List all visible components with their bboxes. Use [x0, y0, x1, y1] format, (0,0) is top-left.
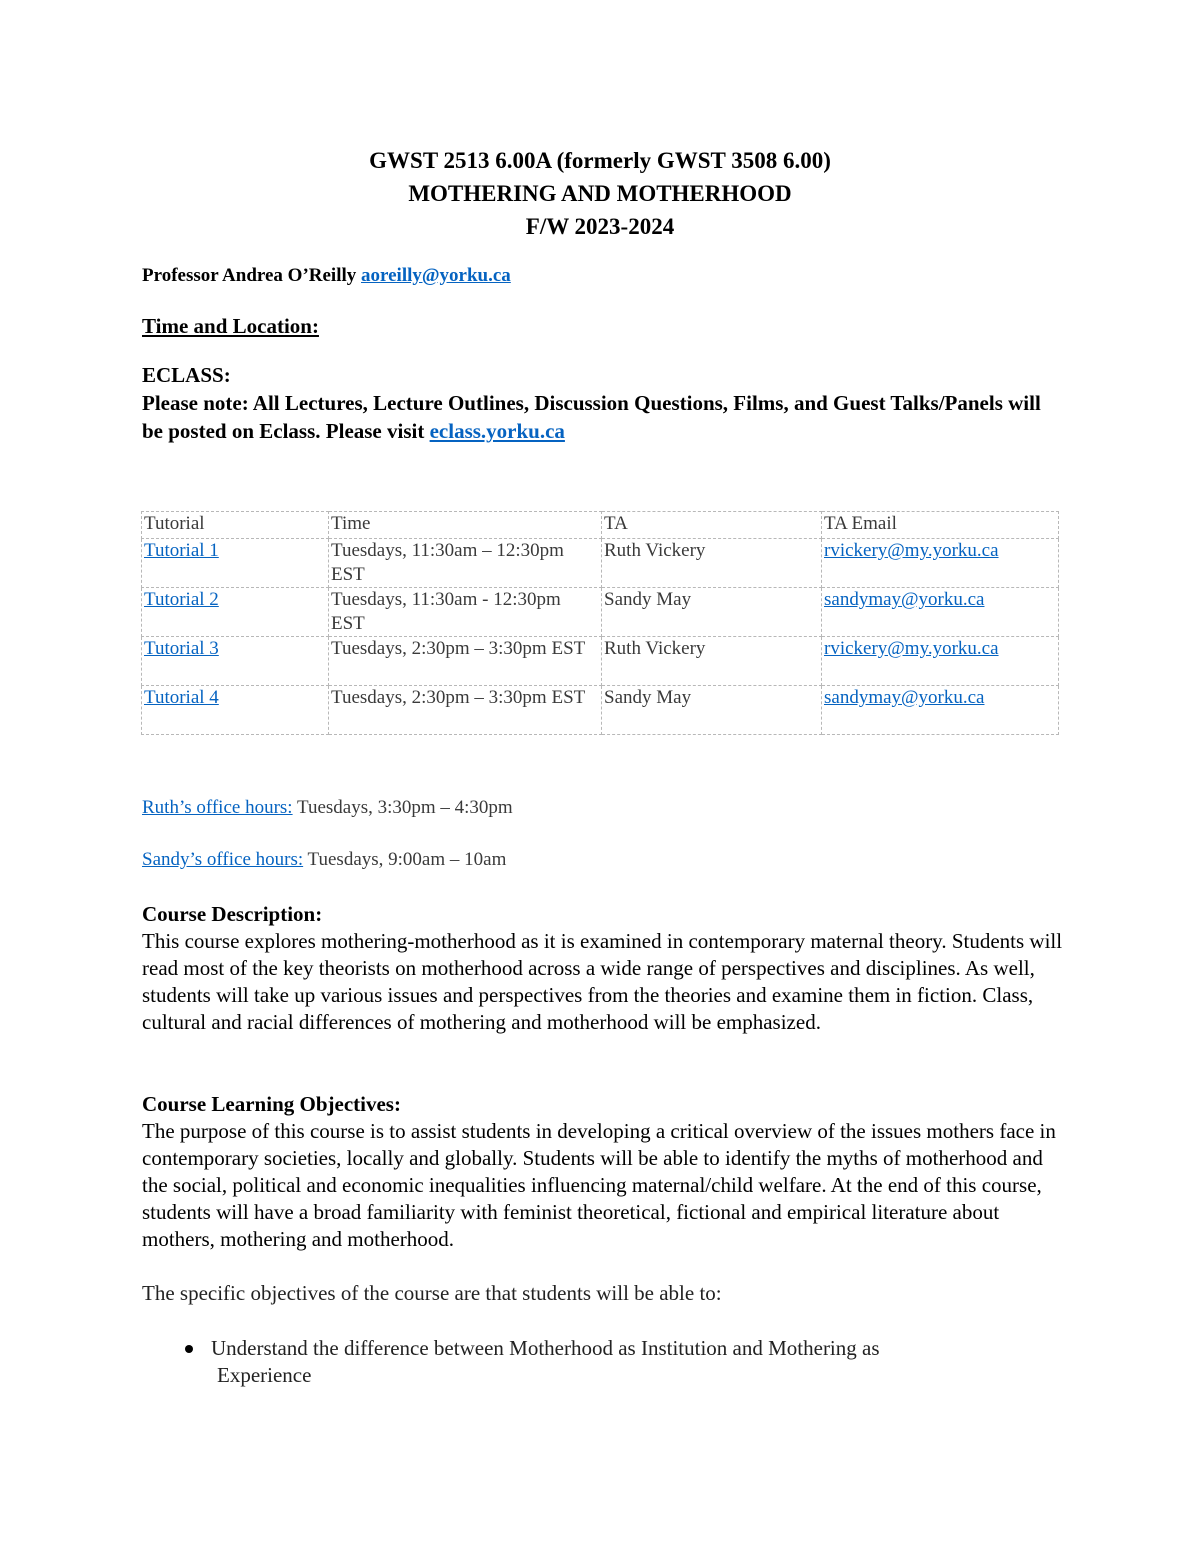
table-row — [142, 686, 1059, 735]
eclass-heading: ECLASS: — [142, 363, 231, 387]
tutorial-ta: Ruth Vickery — [602, 637, 822, 686]
specific-objectives-intro: The specific objectives of the course are that students will be able to: — [142, 1281, 722, 1305]
bullet-icon — [185, 1345, 193, 1353]
header-ta-email: TA Email — [822, 512, 1059, 539]
course-title-block — [0, 144, 1200, 243]
course-term: F/W 2023-2024 — [525, 214, 675, 239]
time-location-heading: Time and Location: — [142, 314, 319, 338]
table-row — [142, 637, 1059, 686]
course-description-text: This course explores mothering-motherhood as it is examined in contemporary maternal theory. Students will read most of the key theorists on motherhood across a wide range of perspectives and disciplines. As well, students will take up various issues and perspectives from the theories and examine them in fiction. Class, cultural and racial differences of mothering and motherhood will be emphasized. — [142, 929, 1063, 1034]
tutorial-time: Tuesdays, 11:30am - 12:30pm EST — [329, 588, 602, 637]
learning-objectives-heading: Course Learning Objectives: — [142, 1092, 401, 1116]
header-time: Time — [329, 512, 602, 539]
tutorial-ta: Sandy May — [602, 588, 822, 637]
learning-objectives-text: The purpose of this course is to assist students in developing a critical overview of the issues mothers face in contemporary societies, locally and globally. Students will be able to identify the myths of motherhood and the social, political and economic inequalities influencing maternal/child welfare. At the end of this course, students will have a broad familiarity with feminist theoretical, fictional and empirical literature about mothers, mothering and motherhood. — [142, 1119, 1056, 1251]
course-name: MOTHERING AND MOTHERHOOD — [408, 181, 792, 206]
eclass-section — [142, 361, 1042, 445]
list-item — [185, 1335, 1005, 1389]
ruth-office-hours-time: Tuesdays, 3:30pm – 4:30pm — [292, 797, 513, 818]
bullet-line-1: Understand the difference between Motherhood as Institution and Mothering as — [211, 1336, 880, 1360]
table-row — [142, 539, 1059, 588]
tutorial-link[interactable]: Tutorial 2 — [144, 589, 219, 610]
tutorial-link[interactable]: Tutorial 3 — [144, 638, 219, 659]
ruth-office-hours-link[interactable]: Ruth’s office hours: — [142, 797, 293, 818]
ta-email-link[interactable]: rvickery@my.yorku.ca — [824, 638, 999, 659]
ruth-office-hours — [142, 795, 513, 821]
bullet-line-2: Experience — [217, 1363, 312, 1387]
tutorial-link[interactable]: Tutorial 4 — [144, 687, 219, 708]
header-tutorial: Tutorial — [142, 512, 329, 539]
tutorial-ta: Ruth Vickery — [602, 539, 822, 588]
ta-email-link[interactable]: sandymay@yorku.ca — [824, 687, 985, 708]
tutorial-ta: Sandy May — [602, 686, 822, 735]
sandy-office-hours — [142, 847, 506, 873]
tutorial-time: Tuesdays, 11:30am – 12:30pm EST — [329, 539, 602, 588]
eclass-note — [142, 389, 1042, 445]
ta-email-link[interactable]: sandymay@yorku.ca — [824, 589, 985, 610]
sandy-office-hours-link[interactable]: Sandy’s office hours: — [142, 849, 304, 870]
header-ta: TA — [602, 512, 822, 539]
tutorial-table — [141, 511, 1059, 735]
eclass-note-text: Please note: All Lectures, Lecture Outlines, Discussion Questions, Films, and Guest Talks/Panels will be posted on Eclass. Please visit — [142, 391, 1041, 443]
table-header-row — [142, 512, 1059, 539]
course-description-heading: Course Description: — [142, 902, 323, 926]
course-code: GWST 2513 6.00A (formerly GWST 3508 6.00) — [369, 148, 831, 173]
eclass-link[interactable]: eclass.yorku.ca — [429, 419, 565, 443]
table-row — [142, 588, 1059, 637]
professor-label: Professor Andrea O’Reilly — [142, 265, 362, 286]
ta-email-link[interactable]: rvickery@my.yorku.ca — [824, 540, 999, 561]
professor-line — [142, 263, 511, 289]
tutorial-link[interactable]: Tutorial 1 — [144, 540, 219, 561]
tutorial-time: Tuesdays, 2:30pm – 3:30pm EST — [329, 637, 602, 686]
sandy-office-hours-time: Tuesdays, 9:00am – 10am — [303, 849, 507, 870]
tutorial-time: Tuesdays, 2:30pm – 3:30pm EST — [329, 686, 602, 735]
professor-email-link[interactable]: aoreilly@yorku.ca — [361, 265, 511, 286]
